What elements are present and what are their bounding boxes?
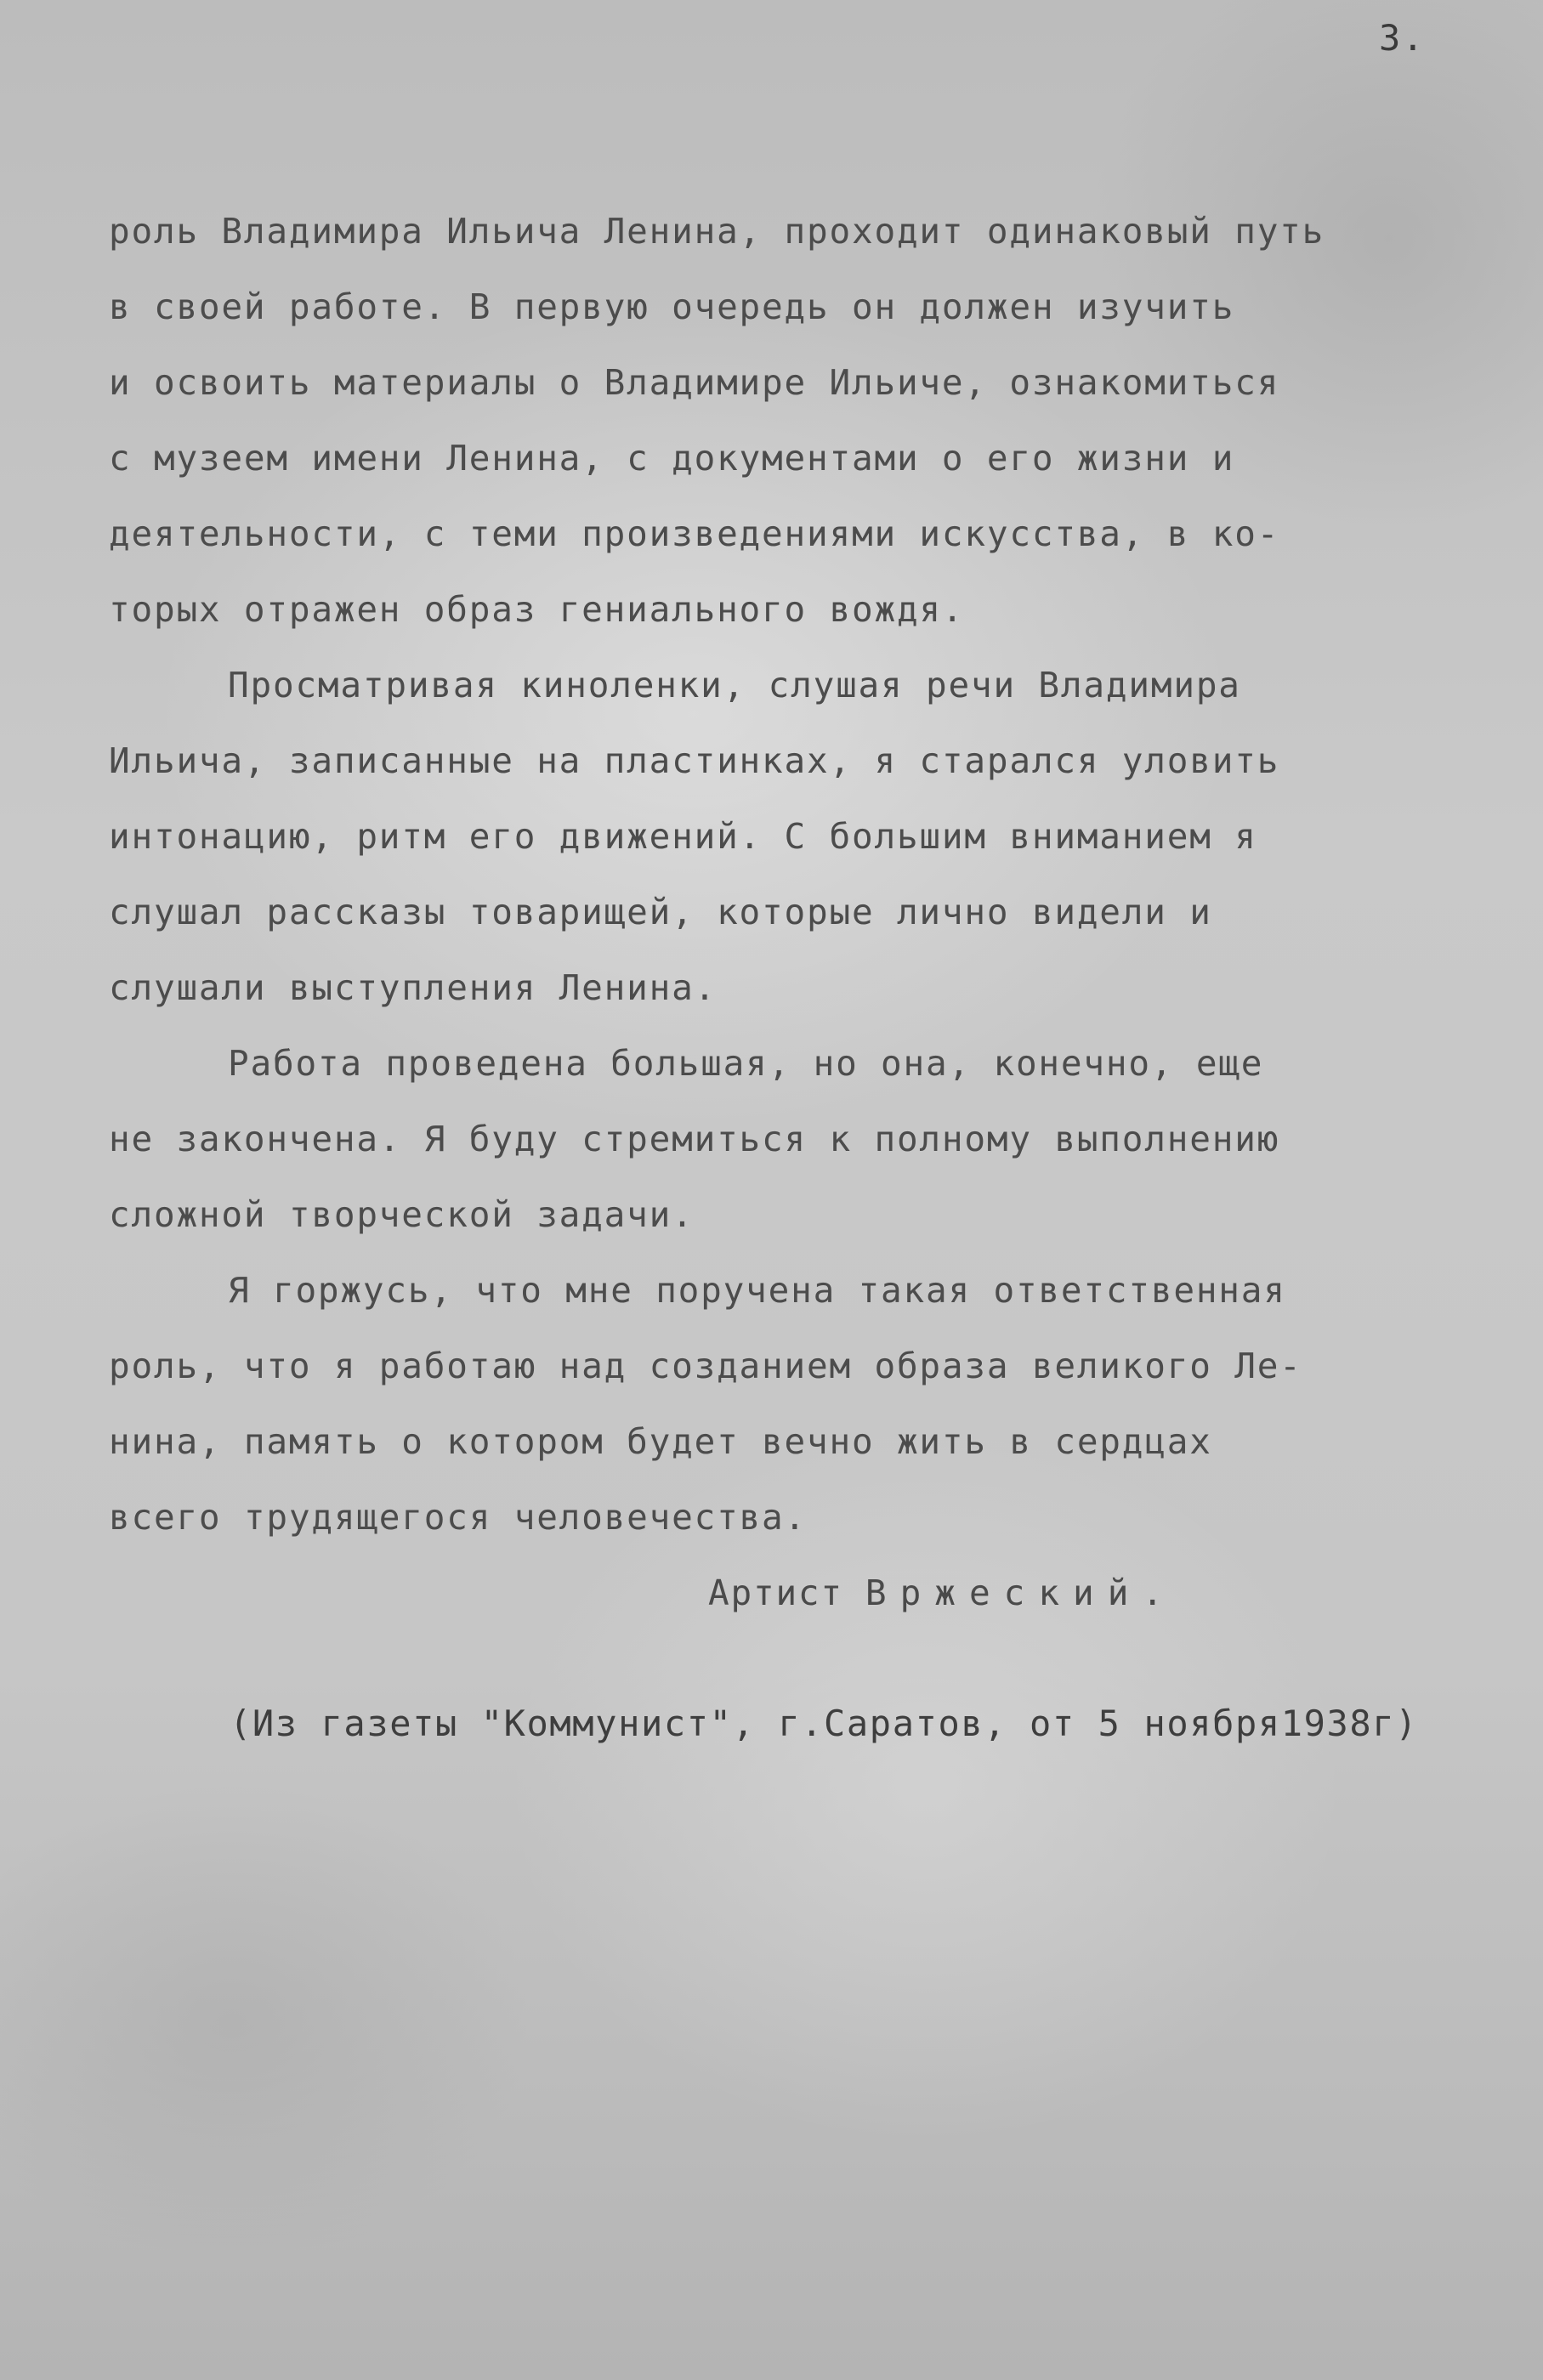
text-line: слушали выступления Ленина. xyxy=(109,967,718,1008)
body-text xyxy=(109,194,1469,1631)
text-line: интонацию, ритм его движений. С большим вниманием я xyxy=(109,816,1257,857)
signature-name: Вржеский. xyxy=(865,1572,1177,1613)
text-line: роль, что я работаю над созданием образа великого Ле- xyxy=(109,1346,1302,1386)
text-line: всего трудящегося человечества. xyxy=(109,1497,808,1538)
text-line: торых отражен образ гениального вождя. xyxy=(109,589,965,630)
paragraph xyxy=(109,1253,1469,1556)
text-line: роль Владимира Ильича Ленина, проходит одинаковый путь xyxy=(109,211,1325,252)
text-line: в своей работе. В первую очередь он должен изучить xyxy=(109,286,1235,327)
text-line: с музеем имени Ленина, с документами о его жизни и xyxy=(109,438,1235,479)
signature-role: Артист xyxy=(708,1572,843,1613)
text-line: нина, память о котором будет вечно жить в сердцах xyxy=(109,1421,1212,1462)
source-citation: (Из газеты "Коммунист", г.Саратов, от 5 ноября1938г) xyxy=(230,1703,1419,1744)
paragraph xyxy=(109,648,1469,1026)
text-line: Работа проведена большая, но она, конечно, еще xyxy=(228,1043,1264,1084)
page-number: 3. xyxy=(1379,17,1426,59)
text-line: не закончена. Я буду стремиться к полному выполнению xyxy=(109,1119,1280,1159)
text-line: Просматривая киноленки, слушая речи Владимира xyxy=(228,665,1241,706)
text-line: Я горжусь, что мне поручена такая ответственная xyxy=(228,1270,1286,1311)
text-line: слушал рассказы товарищей, которые лично видели и xyxy=(109,892,1212,932)
text-line: деятельности, с теми произведениями искусства, в ко- xyxy=(109,513,1280,554)
text-line: и освоить материалы о Владимире Ильиче, ознакомиться xyxy=(109,362,1280,403)
signature xyxy=(109,1556,1469,1631)
text-line: Ильича, записанные на пластинках, я старался уловить xyxy=(109,740,1280,781)
text-line: сложной творческой задачи. xyxy=(109,1194,695,1235)
paragraph xyxy=(109,1026,1469,1253)
paragraph xyxy=(109,194,1469,648)
